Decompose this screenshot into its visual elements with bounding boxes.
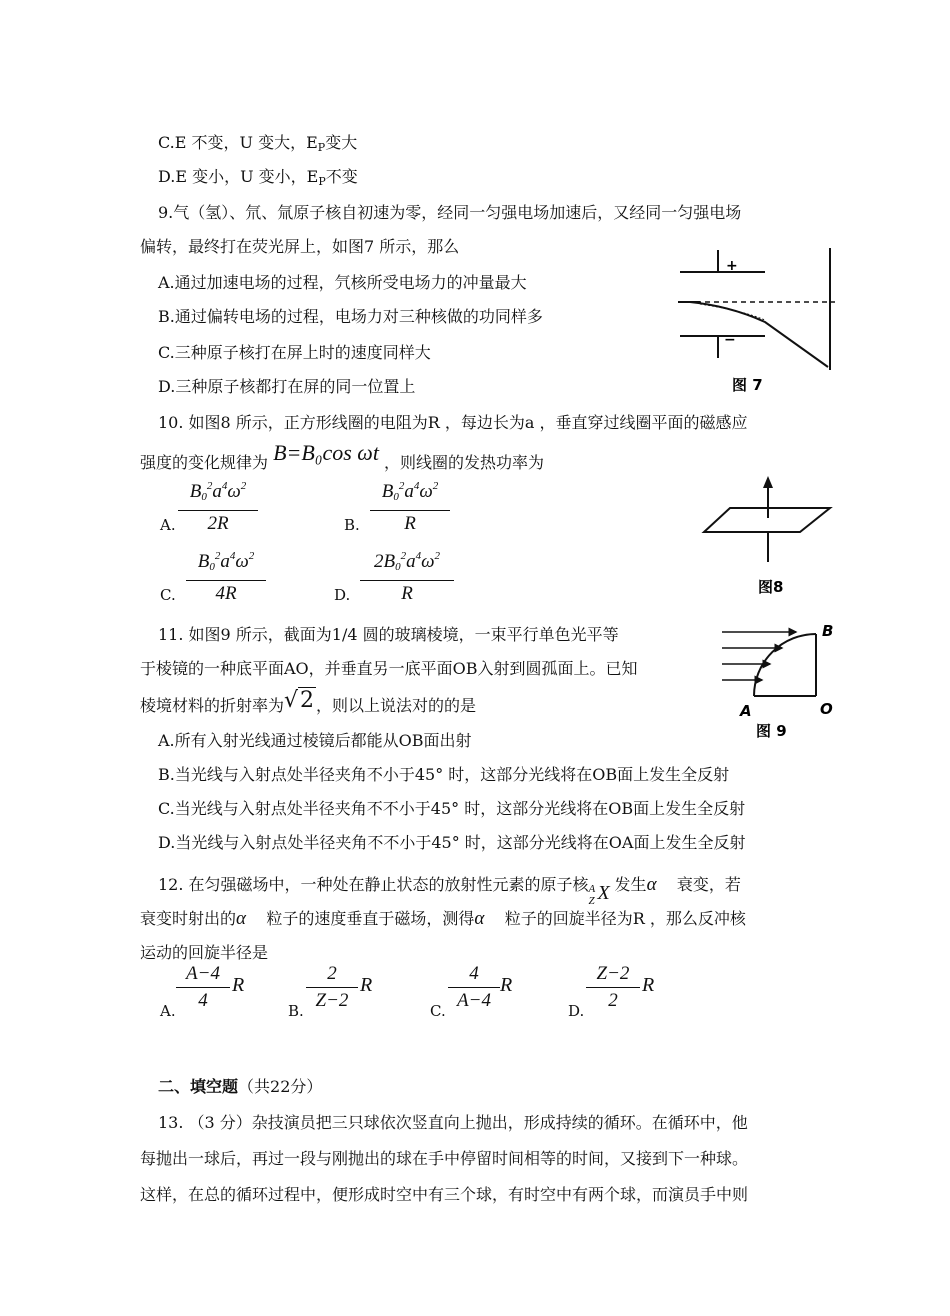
q12-line1-post: 衰变，若 [676, 875, 741, 894]
q10-stem-line2 [140, 440, 545, 474]
q12-option-b-r: R [360, 974, 373, 996]
q9-option-b: B.通过偏转电场的过程，电场力对三种核做的功同样多 [158, 307, 543, 326]
alpha-symbol: α [236, 908, 246, 929]
q12-option-b-num: 2 [306, 962, 358, 988]
fig7-minus-sign: − [724, 332, 736, 348]
q12-line1-mid: 发生 [614, 875, 647, 894]
q11-option-a: A.所有入射光线通过棱镜后都能从OB面出射 [158, 731, 472, 750]
figure-9 [720, 620, 850, 740]
q8-option-c-tail: 变大 [325, 133, 358, 152]
sqrt-value: 2 [300, 688, 315, 713]
q12-option-b-fraction [306, 962, 358, 1014]
q10-option-c-den: 4R [215, 583, 237, 604]
q12-stem-line3: 运动的回旋半径是 [140, 943, 269, 962]
q11-stem-line2: 于棱镜的一种底平面AO，并垂直另一底平面OB入射到圆孤面上。已知 [140, 659, 638, 678]
q12-option-d-fraction [586, 962, 640, 1014]
q13-stem-line2: 每抛出一球后，再过一段与刚抛出的球在手中停留时间相等的时间，又接到下一种球。 [140, 1149, 749, 1168]
section-score: （共22分） [238, 1077, 323, 1096]
q12-line2-post: 粒子的回旋半径为R ，那么反冲核 [504, 909, 746, 928]
fig9-caption: 图 9 [756, 722, 787, 740]
q12-option-c-num: 4 [448, 962, 500, 988]
section-title: 二、填空题 [158, 1077, 239, 1096]
q9-option-c: C.三种原子核打在屏上时的速度同样大 [158, 343, 431, 362]
q11-line3-pre: 棱境材料的折射率为 [140, 696, 285, 715]
q10-option-d-coef: 2 [373, 551, 384, 572]
fig9-label-o: O [820, 700, 833, 718]
q11-option-b: B.当光线与入射点处半径夹角不小于45° 时，这部分光线将在OB面上发生全反射 [158, 765, 730, 784]
figure-8 [700, 474, 840, 604]
q12-option-b-label: B. [288, 1002, 304, 1020]
q8-option-c [158, 132, 357, 159]
q12-line2-pre: 衰变时射出的 [140, 909, 237, 928]
q12-option-c-fraction [448, 962, 500, 1014]
q11-option-d: D.当光线与入射点处半径夹角不不小于45° 时，这部分光线将在OA面上发生全反射 [158, 833, 746, 852]
q10-formula: B=B₀cos ωt [273, 440, 379, 465]
q12-option-b-den: Z−2 [315, 990, 349, 1011]
q8-option-c-sub: P [317, 141, 326, 154]
q12-option-d-label: D. [568, 1002, 585, 1020]
fig9-label-a: A [740, 702, 752, 720]
q12-option-d-num: Z−2 [586, 962, 640, 988]
q12-option-c-label: C. [430, 1002, 446, 1020]
q10-option-b-fraction: $\frac{B_0^2a^4\omega^2}{R}$ [370, 474, 450, 537]
q11-stem-line1: 11. 如图9 所示，截面为1/4 圆的玻璃棱境，一束平行单色光平等 [158, 625, 619, 644]
section-heading [158, 1076, 322, 1098]
q10-option-c-label: C. [160, 586, 176, 604]
q12-option-d-den: 2 [608, 990, 618, 1011]
q10-option-a-label: A. [160, 516, 176, 534]
q9-option-d: D.三种原子核都打在屏的同一位置上 [158, 377, 416, 396]
fig7-caption: 图 7 [732, 376, 763, 394]
q12-option-a-den: 4 [198, 990, 208, 1011]
q12-line2-mid: 粒子的速度垂直于磁场，测得 [266, 909, 475, 928]
q10-option-d-fraction: $\frac{2B_0^2a^4\omega^2}{R}$ [360, 544, 454, 607]
q12-option-a-label: A. [160, 1002, 176, 1020]
q10-option-d-den: R [401, 583, 413, 604]
q12-stem-line1 [158, 874, 741, 907]
figure-7 [670, 240, 850, 400]
q10-option-a-fraction: $\frac{B_0^2a^4\omega^2}{2R}$ [178, 474, 258, 537]
q12-stem-line2 [140, 908, 746, 930]
q10-line2-post: ，则线圈的发热功率为 [384, 453, 545, 472]
q12-option-a-fraction [176, 962, 230, 1014]
q8-option-c-text: C.E 不变，U 变大，E [158, 133, 318, 152]
q10-option-a-den: 2R [207, 513, 229, 534]
q10-option-b-den: R [404, 513, 416, 534]
q10-option-d-label: D. [334, 586, 351, 604]
q8-option-d-tail: 不变 [325, 167, 358, 186]
q10-stem-line1: 10. 如图8 所示，正方形线圈的电阻为R ，每边长为a ，垂直穿过线圈平面的磁感应 [158, 413, 748, 432]
nuclide-x: X [597, 882, 610, 904]
q10-option-c-fraction: $\frac{B_0^2a^4\omega^2}{4R}$ [186, 544, 266, 607]
alpha-symbol: α [646, 874, 657, 895]
q13-stem-line3: 这样，在总的循环过程中，便形成时空中有三个球，有时空中有两个球，而演员手中则 [140, 1185, 749, 1204]
q8-option-d [158, 166, 358, 193]
q12-option-a-num: A−4 [176, 962, 230, 988]
q9-stem-line2: 偏转，最终打在荧光屏上，如图7 所示，那么 [140, 237, 460, 256]
q11-option-c: C.当光线与入射点处半径夹角不不小于45° 时，这部分光线将在OB面上发生全反射 [158, 799, 746, 818]
nuclide-mass: A [588, 883, 596, 895]
q11-stem-line3 [140, 688, 477, 717]
q12-option-a-r: R [232, 974, 245, 996]
q8-option-d-text: D.E 变小，U 变小，E [158, 167, 319, 186]
fig7-plus-sign: + [726, 258, 738, 274]
q11-line3-post: ，则以上说法对的的是 [316, 696, 477, 715]
nuclide-charge: Z [588, 895, 595, 907]
q12-line1-pre: 12. 在匀强磁场中，一种处在静止状态的放射性元素的原子核 [158, 875, 589, 894]
fig9-label-b: B [822, 622, 834, 640]
q13-stem-line1: 13. （3 分）杂技演员把三只球依次竖直向上抛出，形成持续的循环。在循环中，他 [158, 1113, 748, 1132]
alpha-symbol: α [474, 908, 485, 929]
q9-option-a: A.通过加速电场的过程，氕核所受电场力的冲量最大 [158, 273, 527, 292]
q9-stem-line1: 9.气（氢）、氘、氚原子核自初速为零，经同一匀强电场加速后，又经同一匀强电场 [158, 203, 742, 222]
q10-option-b-label: B. [344, 516, 360, 534]
sqrt-symbol: √2 [284, 688, 315, 713]
q12-option-c-r: R [500, 974, 513, 996]
q12-option-c-den: A−4 [457, 990, 491, 1011]
fig8-caption: 图8 [758, 578, 784, 596]
q10-line2-pre: 强度的变化规律为 [140, 453, 269, 472]
q12-option-d-r: R [642, 974, 655, 996]
q8-option-d-sub: P [318, 175, 326, 188]
